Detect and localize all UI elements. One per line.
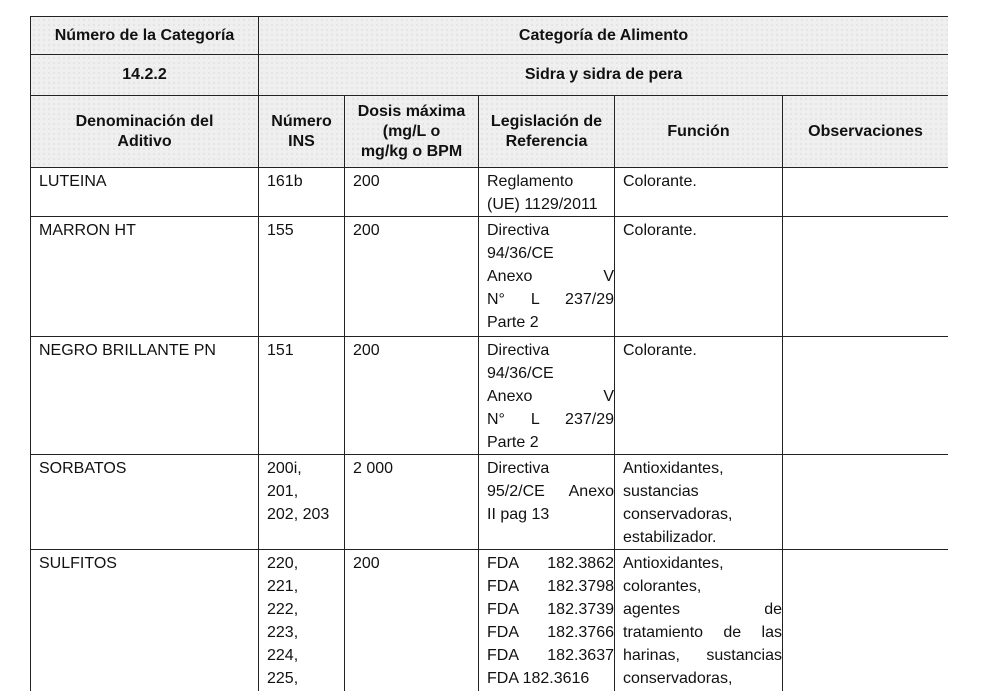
column-header-observations: Observaciones [783, 96, 949, 168]
function-line: Colorante. [623, 222, 697, 239]
legislation-cell [479, 168, 615, 217]
ins-number-cell [259, 217, 345, 337]
column-header-dose: Dosis máxima (mg/L o mg/kg o BPM [345, 96, 479, 168]
legislation-line: (UE) 1129/2011 [487, 196, 598, 213]
table-row [31, 168, 949, 217]
max-dose-text: 200 [353, 555, 380, 572]
legislation-line: FDA 182.3616 [487, 670, 590, 687]
legislation-line: FDA 182.3739 [487, 601, 614, 618]
function-line: colorantes, [623, 578, 702, 595]
column-header-ins: Número INS [259, 96, 345, 168]
additive-name-text: MARRON HT [39, 222, 136, 239]
legislation-line: Anexo V [487, 388, 614, 405]
function-line: agentes de [623, 601, 782, 618]
additive-name-text: NEGRO BRILLANTE PN [39, 342, 216, 359]
legislation-line: Anexo V [487, 268, 614, 285]
category-number-label: Número de la Categoría [31, 17, 259, 55]
observations-cell [783, 550, 949, 691]
food-category-label: Categoría de Alimento [259, 17, 949, 55]
ins-number-line: 161b [267, 173, 303, 190]
legislation-line: Parte 2 [487, 434, 539, 451]
table-row [31, 455, 949, 550]
legislation-line: FDA 182.3862 [487, 555, 614, 572]
function-cell [615, 550, 783, 691]
legislation-line: FDA 182.3637 [487, 647, 614, 664]
ins-number-line: 220, [267, 555, 299, 572]
ins-number-line: 201, [267, 483, 299, 500]
max-dose-text: 200 [353, 173, 380, 190]
legislation-line: Parte 2 [487, 314, 539, 331]
max-dose-cell [345, 337, 479, 455]
legislation-cell [479, 217, 615, 337]
legislation-line: 94/36/CE [487, 245, 554, 262]
additive-name-cell [31, 337, 259, 455]
legislation-cell [479, 455, 615, 550]
max-dose-text: 200 [353, 342, 380, 359]
legislation-line: 95/2/CE Anexo [487, 483, 614, 500]
ins-number-line: 224, [267, 647, 299, 664]
additive-name-cell [31, 168, 259, 217]
ins-number-cell [259, 337, 345, 455]
legislation-line: Directiva [487, 342, 550, 359]
function-cell [615, 168, 783, 217]
legislation-line: FDA 182.3766 [487, 624, 614, 641]
column-header-function: Función [615, 96, 783, 168]
ins-number-cell [259, 455, 345, 550]
column-header-name: Denominación del Aditivo [31, 96, 259, 168]
ins-number-line: 202, 203 [267, 506, 330, 523]
ins-number-line: 155 [267, 222, 294, 239]
legislation-line: Reglamento [487, 173, 574, 190]
max-dose-cell [345, 455, 479, 550]
additive-name-text: SORBATOS [39, 460, 127, 477]
function-line: conservadoras, [623, 670, 733, 687]
function-line: sustancias [623, 483, 699, 500]
function-cell [615, 337, 783, 455]
legislation-line: 94/36/CE [487, 365, 554, 382]
function-line: Antioxidantes, [623, 555, 724, 572]
max-dose-cell [345, 168, 479, 217]
ins-number-line: 200i, [267, 460, 302, 477]
function-line: estabilizador. [623, 529, 717, 546]
additive-name-text: SULFITOS [39, 555, 117, 572]
function-line: conservadoras, [623, 506, 733, 523]
max-dose-text: 2 000 [353, 460, 394, 477]
observations-cell [783, 455, 949, 550]
ins-number-line: 221, [267, 578, 299, 595]
additive-name-cell [31, 550, 259, 691]
function-cell [615, 217, 783, 337]
max-dose-cell [345, 550, 479, 691]
function-cell [615, 455, 783, 550]
max-dose-text: 200 [353, 222, 380, 239]
additive-name-cell [31, 217, 259, 337]
legislation-line: Directiva [487, 460, 550, 477]
category-label-row [31, 17, 949, 55]
observations-cell [783, 217, 949, 337]
additive-name-text: LUTEINA [39, 173, 107, 190]
legislation-line: Directiva [487, 222, 550, 239]
legislation-line: N° L 237/29 [487, 291, 614, 308]
function-line: Colorante. [623, 173, 697, 190]
ins-number-line: 223, [267, 624, 299, 641]
legislation-cell [479, 550, 615, 691]
legislation-cell [479, 337, 615, 455]
ins-number-line: 225, [267, 670, 299, 687]
additive-name-cell [31, 455, 259, 550]
function-line: harinas, sustancias [623, 647, 782, 664]
observations-cell [783, 168, 949, 217]
column-header-row [31, 96, 949, 168]
function-line: Colorante. [623, 342, 697, 359]
ins-number-line: 222, [267, 601, 299, 618]
function-line: tratamiento de las [623, 624, 782, 641]
category-name: Sidra y sidra de pera [259, 55, 949, 96]
ins-number-line: 151 [267, 342, 294, 359]
table-row [31, 337, 949, 455]
legislation-line: II pag 13 [487, 506, 550, 523]
additives-table [30, 16, 948, 691]
legislation-line: FDA 182.3798 [487, 578, 614, 595]
table-row [31, 550, 949, 691]
max-dose-cell [345, 217, 479, 337]
additives-table-page [30, 16, 948, 691]
category-number: 14.2.2 [31, 55, 259, 96]
table-row [31, 217, 949, 337]
category-value-row [31, 55, 949, 96]
legislation-line: N° L 237/29 [487, 411, 614, 428]
ins-number-cell [259, 550, 345, 691]
ins-number-cell [259, 168, 345, 217]
column-header-legislation: Legislación de Referencia [479, 96, 615, 168]
observations-cell [783, 337, 949, 455]
function-line: Antioxidantes, [623, 460, 724, 477]
